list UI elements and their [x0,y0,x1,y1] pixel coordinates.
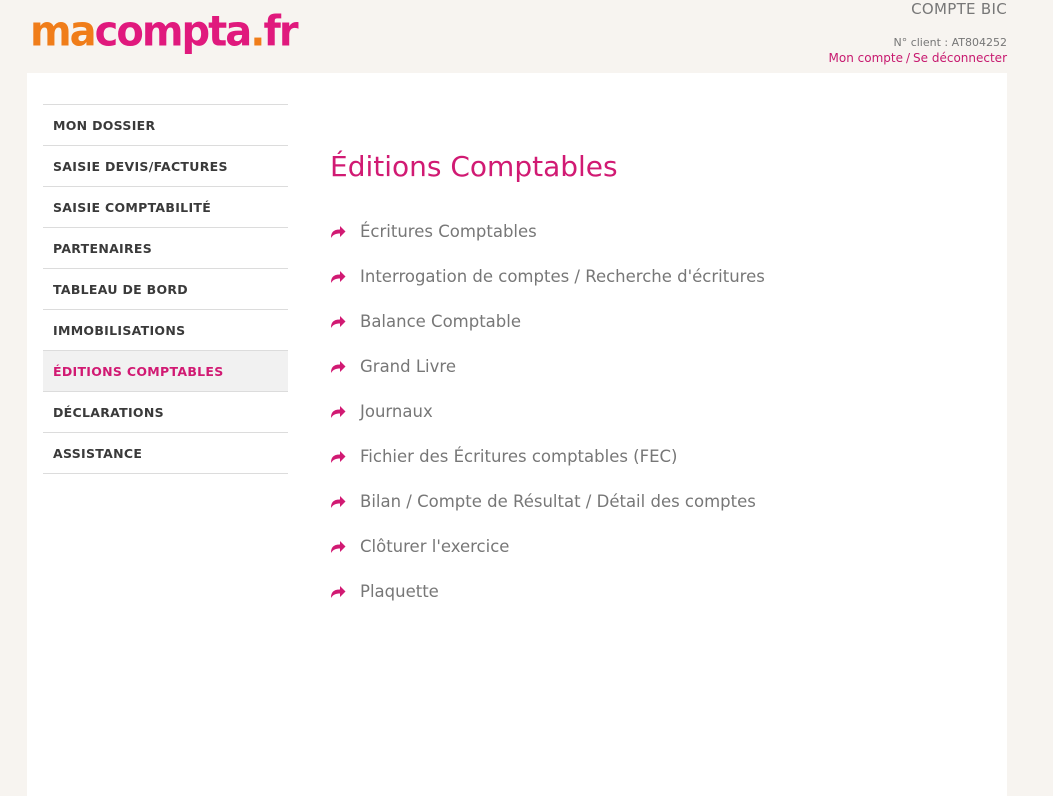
share-arrow-icon [330,270,346,284]
sidebar-item-tableau-de-bord[interactable]: TABLEAU DE BORD [43,269,288,310]
share-arrow-icon [330,405,346,419]
sidebar-item-mon-dossier[interactable]: MON DOSSIER [43,105,288,146]
share-arrow-icon [330,315,346,329]
link-label: Bilan / Compte de Résultat / Détail des comptes [360,492,756,511]
link-label: Journaux [360,402,433,421]
main-panel [27,73,1007,796]
link-label: Grand Livre [360,357,456,376]
content-area [330,145,765,614]
page-title: Éditions Comptables [330,150,618,183]
link-label: Interrogation de comptes / Recherche d'écritures [360,267,765,286]
editions-link-list [330,209,765,614]
link-label: Fichier des Écritures comptables (FEC) [360,447,678,466]
sidebar-item-declarations[interactable]: DÉCLARATIONS [43,392,288,433]
sidebar-item-assistance[interactable]: ASSISTANCE [43,433,288,474]
my-account-link[interactable]: Mon compte [828,51,903,65]
share-arrow-icon [330,360,346,374]
sidebar-nav [43,104,288,474]
account-links-separator: / [905,51,911,65]
logo-dot: . [250,7,264,57]
share-arrow-icon [330,585,346,599]
link-label: Écritures Comptables [360,222,537,241]
link-bilan[interactable] [330,479,765,524]
link-plaquette[interactable] [330,569,765,614]
link-grand-livre[interactable] [330,344,765,389]
logo-part-ma: ma [30,7,95,57]
sidebar-item-immobilisations[interactable]: IMMOBILISATIONS [43,310,288,351]
logo-part-compta: compta [94,7,251,57]
link-fec[interactable] [330,434,765,479]
link-journaux[interactable] [330,389,765,434]
logo-part-fr: fr [263,7,297,57]
share-arrow-icon [330,540,346,554]
sidebar-item-saisie-comptabilite[interactable]: SAISIE COMPTABILITÉ [43,187,288,228]
account-type: COMPTE BIC [911,0,1007,18]
link-cloturer-exercice[interactable] [330,524,765,569]
account-links [829,51,1007,65]
site-logo[interactable] [30,7,297,57]
link-label: Clôturer l'exercice [360,537,510,556]
logout-link[interactable]: Se déconnecter [913,51,1007,65]
link-balance-comptable[interactable] [330,299,765,344]
client-id: N° client : AT804252 [893,36,1007,49]
link-label: Balance Comptable [360,312,522,331]
sidebar-item-editions-comptables[interactable]: ÉDITIONS COMPTABLES [43,351,288,392]
link-interrogation-comptes[interactable] [330,254,765,299]
sidebar-item-saisie-devis-factures[interactable]: SAISIE DEVIS/FACTURES [43,146,288,187]
share-arrow-icon [330,450,346,464]
link-ecritures-comptables[interactable] [330,209,765,254]
sidebar-item-partenaires[interactable]: PARTENAIRES [43,228,288,269]
share-arrow-icon [330,225,346,239]
share-arrow-icon [330,495,346,509]
link-label: Plaquette [360,582,439,601]
